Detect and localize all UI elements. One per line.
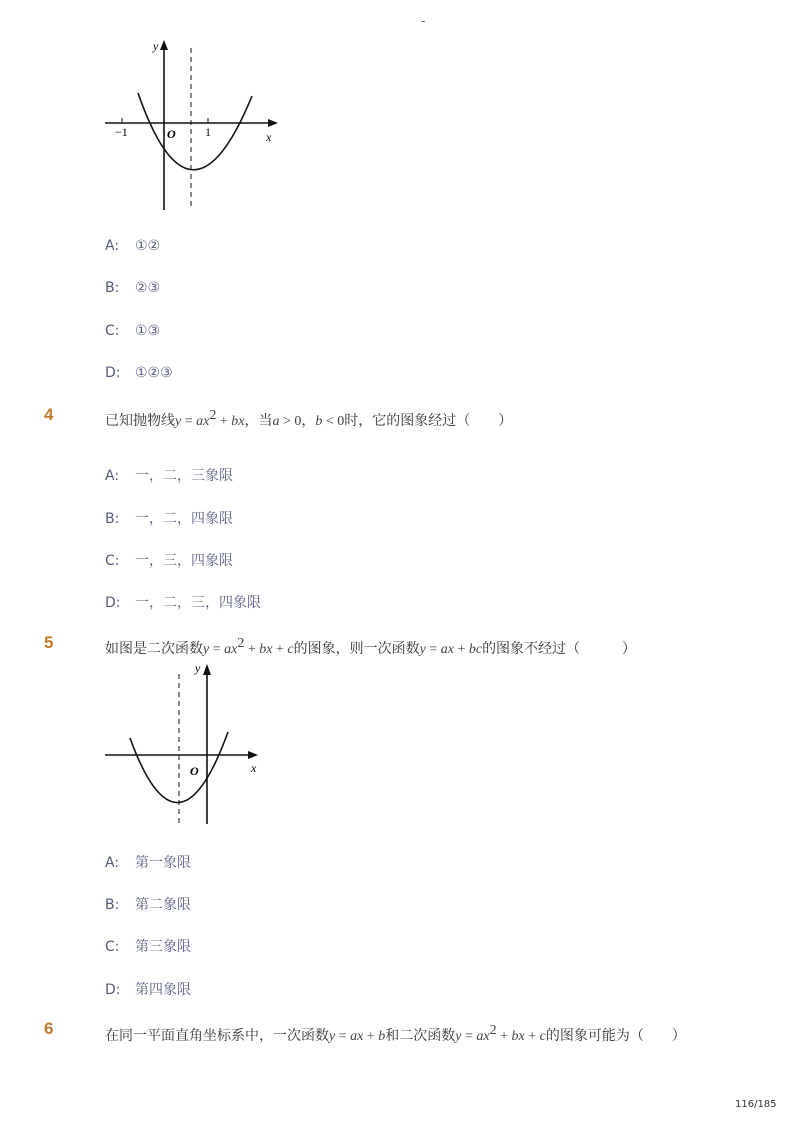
option-letter: C: xyxy=(105,323,120,339)
graph1-x-label: x xyxy=(266,130,272,144)
option-text: ①③ xyxy=(135,323,161,339)
graph2-origin-label: O xyxy=(190,764,199,778)
option-letter: B: xyxy=(105,511,120,527)
option-a[interactable] xyxy=(105,852,191,872)
option-text: 第一象限 xyxy=(135,855,191,871)
graph1-y-label: y xyxy=(153,39,159,53)
formula-parabola: y xyxy=(175,414,182,429)
option-letter: B: xyxy=(105,280,120,296)
page-number: 116/185 xyxy=(735,1099,777,1110)
condition-b: b xyxy=(315,414,323,429)
option-d[interactable] xyxy=(105,979,191,999)
option-letter: D: xyxy=(105,365,121,381)
question-5-text: 如图是二次函数$y = ax^2$ + bx + c的图象，则一次函数y = ax + bc的图象不经过（ ） xyxy=(105,636,637,657)
option-c[interactable] xyxy=(105,936,191,956)
option-letter: A: xyxy=(105,468,120,484)
option-b[interactable] xyxy=(105,894,191,914)
top-mark: - xyxy=(421,14,426,28)
option-d[interactable] xyxy=(105,592,261,612)
question-6-text: 在同一平面直角坐标系中，一次函数y = ax + b和二次函数$y = ax^2$ + bx + c的图象可能为（ ） xyxy=(105,1023,686,1044)
option-c[interactable] xyxy=(105,550,233,570)
option-letter: D: xyxy=(105,595,121,611)
option-text: ①② xyxy=(135,238,161,254)
option-letter: C: xyxy=(105,553,120,569)
question-number-5: 5 xyxy=(44,633,54,652)
parabola-graph-1 xyxy=(100,38,290,216)
question-number-6: 6 xyxy=(44,1019,54,1038)
option-text: 第二象限 xyxy=(135,897,191,913)
option-letter: B: xyxy=(105,897,120,913)
option-text: 第三象限 xyxy=(135,939,191,955)
option-text: 一，二，三，四象限 xyxy=(135,595,261,611)
option-b[interactable] xyxy=(105,508,233,528)
parabola-graph-2 xyxy=(100,660,270,830)
option-text: 一，二，三象限 xyxy=(135,468,233,484)
graph1-tick-1: 1 xyxy=(205,125,211,139)
option-text: 一，二，四象限 xyxy=(135,511,233,527)
formula-quadratic: y xyxy=(203,642,210,657)
option-a[interactable] xyxy=(105,465,233,485)
option-letter: C: xyxy=(105,939,120,955)
option-d[interactable] xyxy=(105,365,173,381)
option-text: ②③ xyxy=(135,280,161,296)
option-b[interactable] xyxy=(105,280,160,296)
graph1-origin-label: O xyxy=(167,127,176,141)
option-text: ①②③ xyxy=(135,365,173,381)
formula-quadratic: y xyxy=(455,1029,462,1044)
option-letter: A: xyxy=(105,855,120,871)
option-c[interactable] xyxy=(105,323,160,339)
graph2-y-label: y xyxy=(195,661,201,675)
graph2-x-label: x xyxy=(251,761,257,775)
option-text: 第四象限 xyxy=(135,982,191,998)
option-a[interactable] xyxy=(105,238,160,254)
option-text: 一，三，四象限 xyxy=(135,553,233,569)
condition-a: a xyxy=(272,414,280,429)
option-letter: D: xyxy=(105,982,121,998)
graph1-tick-neg1: −1 xyxy=(115,125,128,139)
option-letter: A: xyxy=(105,238,120,254)
formula-linear: y xyxy=(419,642,426,657)
question-number-4: 4 xyxy=(44,405,54,424)
question-4-text: 已知抛物线$y = ax^2$ + bx，当a > 0，b < 0时，它的图象经过（ ） xyxy=(105,408,513,429)
formula-linear: y xyxy=(329,1029,336,1044)
